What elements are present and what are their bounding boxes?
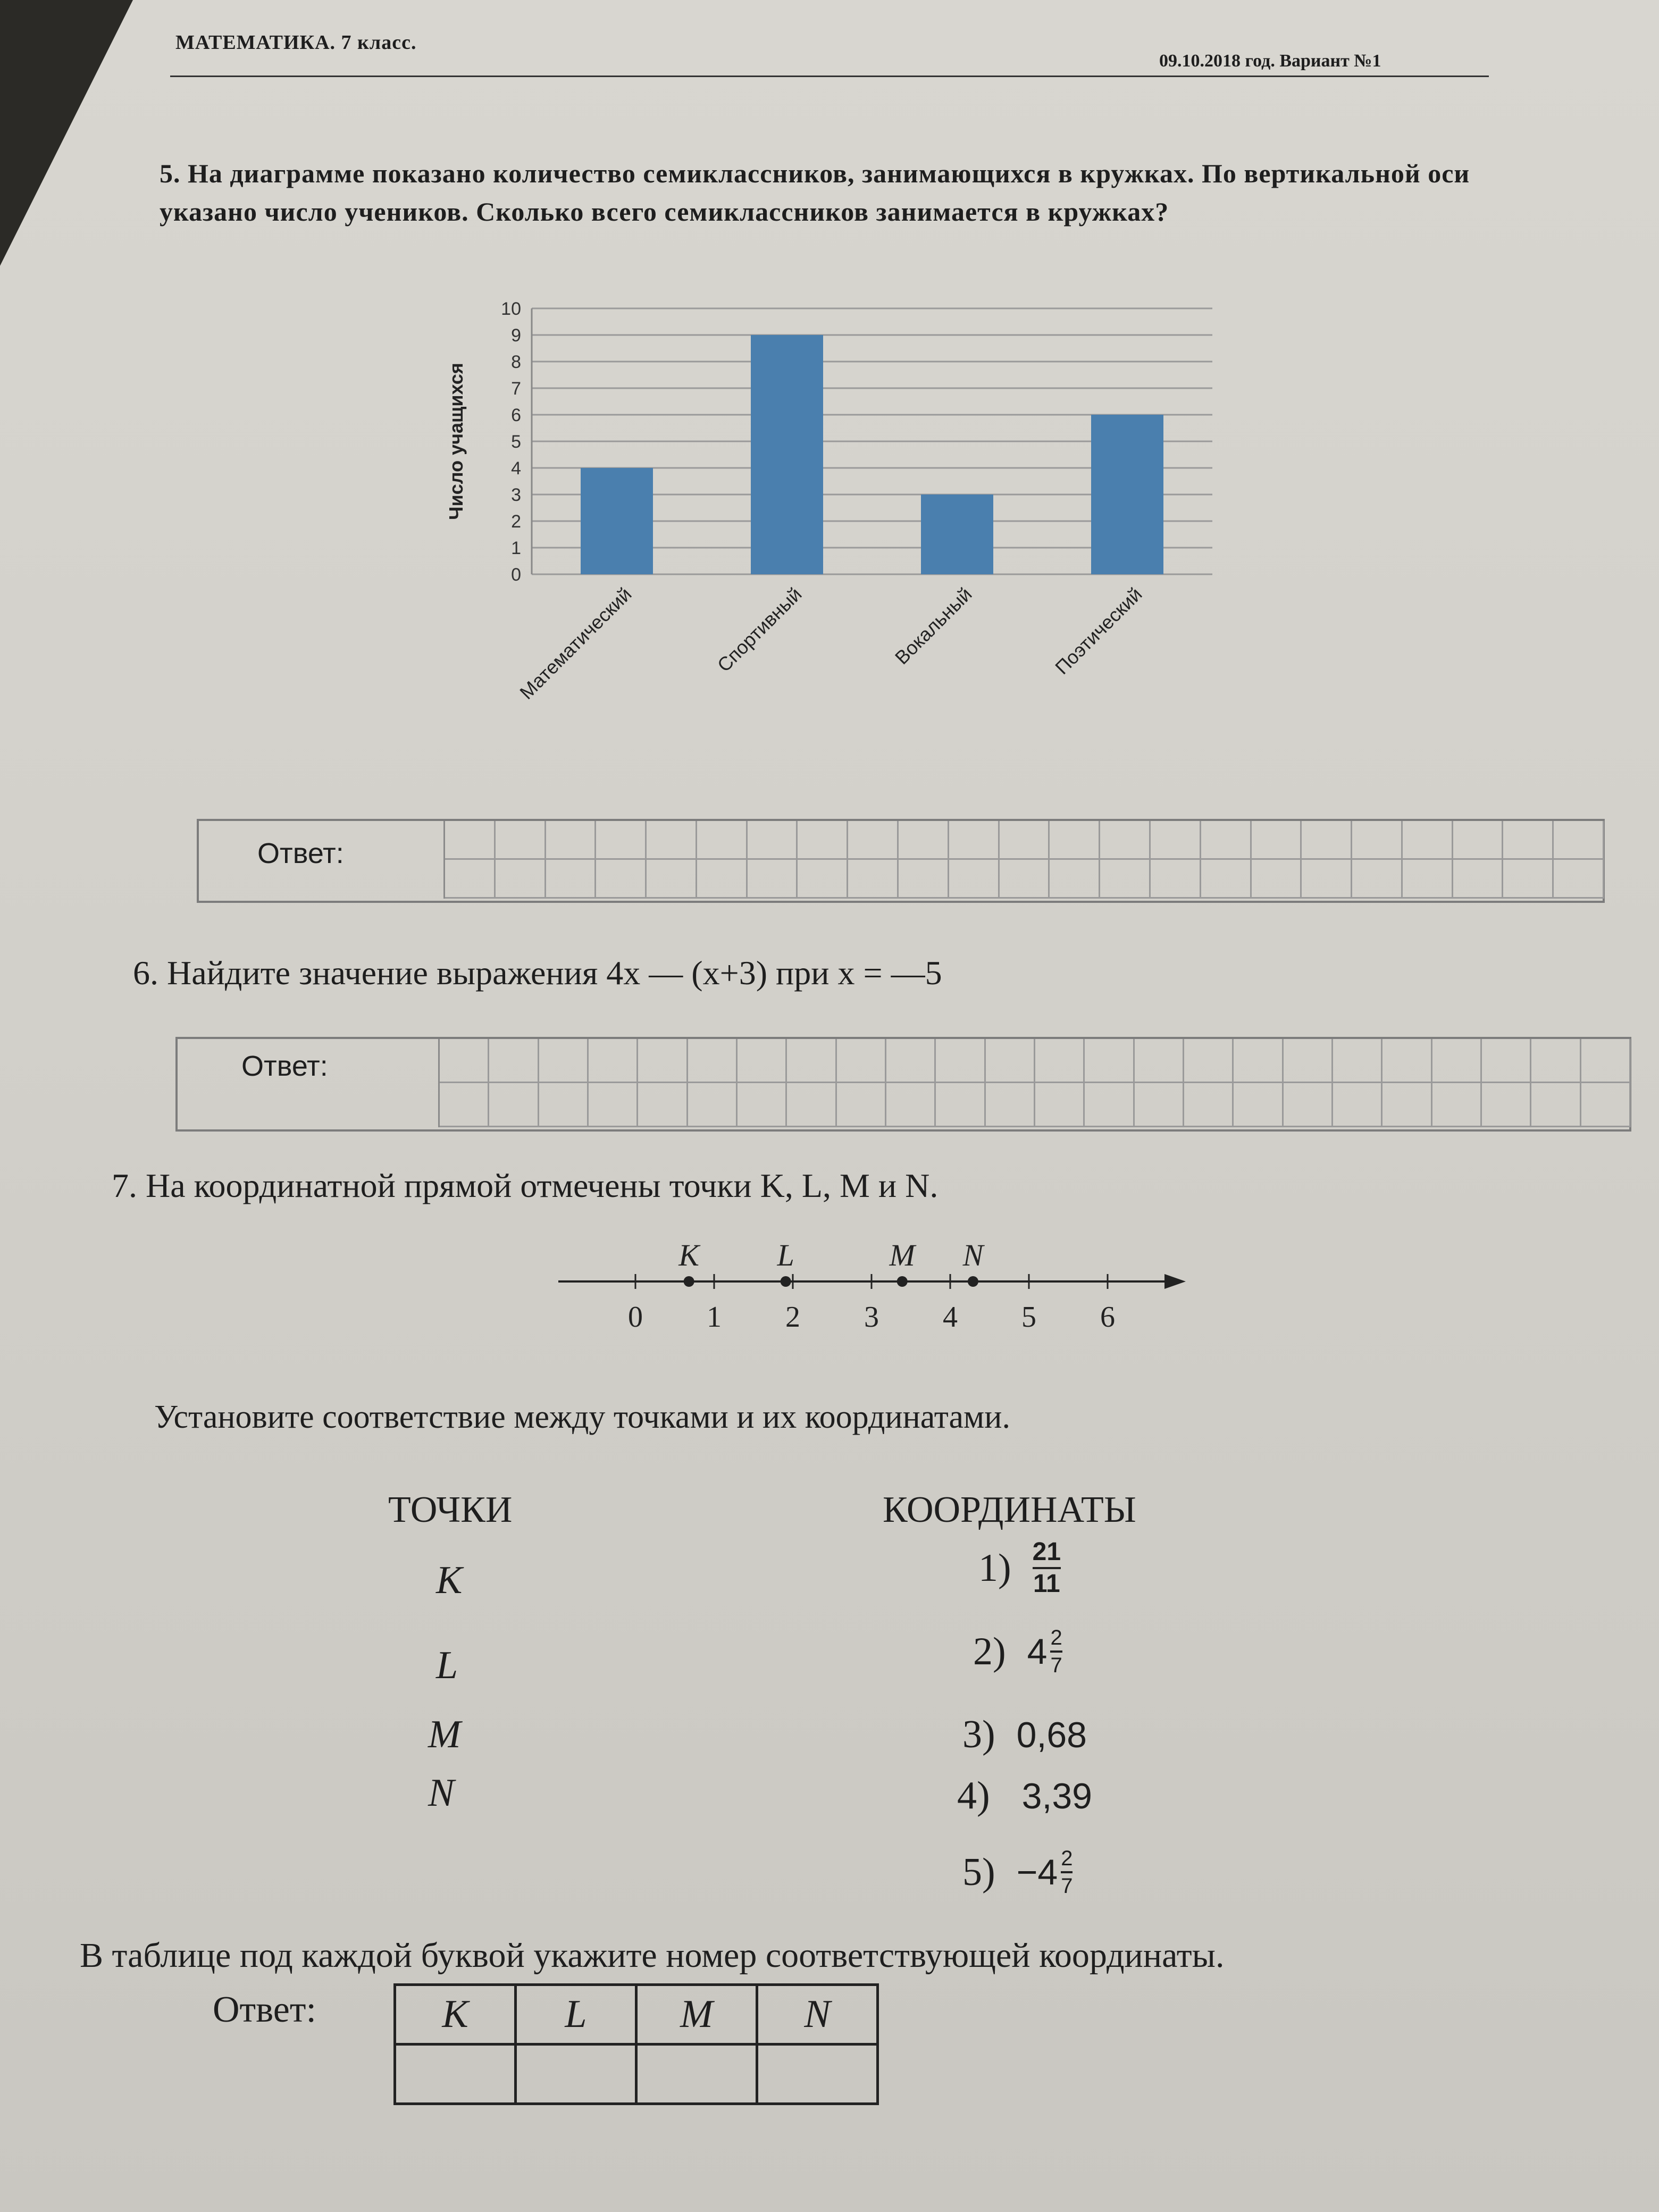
answer-table-letter: L <box>516 1985 636 2045</box>
answer-grid-cell[interactable] <box>748 821 798 860</box>
tick-label: 0 <box>628 1301 643 1334</box>
point-marker <box>968 1276 978 1287</box>
answer-grid-cell[interactable] <box>936 1039 985 1083</box>
answer-table-letter: M <box>636 1985 757 2045</box>
answer-grid-cell[interactable] <box>1252 860 1302 899</box>
answer-grid-cell[interactable] <box>1554 821 1604 860</box>
answer-grid-cell[interactable] <box>848 860 899 899</box>
answer-cell-n[interactable] <box>757 2045 878 2104</box>
y-tick-label: 9 <box>511 325 521 346</box>
point-label: N <box>962 1238 984 1272</box>
mixed-whole: 4 <box>1027 1631 1048 1672</box>
answer-grid-cell[interactable] <box>1284 1039 1333 1083</box>
y-tick-label: 7 <box>511 379 521 399</box>
answer-grid-cell[interactable] <box>1403 860 1453 899</box>
point-label: K <box>678 1238 699 1272</box>
answer-grid-cell[interactable] <box>440 1039 489 1083</box>
answer-grid-cell[interactable] <box>886 1039 936 1083</box>
header-date-variant: 09.10.2018 год. Вариант №1 <box>1159 51 1381 71</box>
y-tick-label: 2 <box>511 512 521 532</box>
answer-grid-cell[interactable] <box>986 1039 1035 1083</box>
fraction <box>1033 1539 1061 1597</box>
answer-grid-cell[interactable] <box>1382 1083 1432 1127</box>
bar <box>1091 415 1163 574</box>
answer-grid-cell[interactable] <box>1482 1083 1531 1127</box>
answer-grid-cell[interactable] <box>596 821 647 860</box>
answer-grid-cell[interactable] <box>1432 1039 1482 1083</box>
bar <box>581 468 653 574</box>
answer-grid-cell[interactable] <box>496 860 546 899</box>
answer-grid-cell[interactable] <box>1554 860 1604 899</box>
y-tick-label: 0 <box>511 565 521 585</box>
answer-grid-cell[interactable] <box>787 1083 836 1127</box>
answer-grid-cell[interactable] <box>688 1083 738 1127</box>
answer-grid-cell[interactable] <box>697 860 748 899</box>
answer-grid-cell[interactable] <box>1333 1039 1382 1083</box>
point-label: L <box>777 1238 794 1272</box>
answer-grid-cell[interactable] <box>1201 860 1252 899</box>
x-category-label: Поэтический <box>1051 583 1146 679</box>
header-divider <box>170 76 1489 77</box>
coord-number: 3) <box>962 1713 995 1756</box>
table-instruction: В таблице под каждой буквой укажите номер соответствующей координаты. <box>80 1936 1225 1975</box>
x-category-label: Спортивный <box>713 583 806 676</box>
answer-grid-cell[interactable] <box>1302 860 1352 899</box>
answer-grid-cell[interactable] <box>1531 1039 1581 1083</box>
x-category-label: Вокальный <box>890 583 976 669</box>
q5-answer-label: Ответ: <box>257 837 344 869</box>
q5-answer-grid[interactable] <box>443 821 1604 899</box>
q5-answer-box <box>197 819 1605 903</box>
answer-grid-cell[interactable] <box>986 1083 1035 1127</box>
coord-value: 0,68 <box>1016 1714 1087 1755</box>
points-header: ТОЧКИ <box>388 1489 513 1530</box>
tick-label: 6 <box>1100 1301 1115 1334</box>
y-tick-label: 5 <box>511 432 521 452</box>
coord-option-1 <box>978 1539 1061 1597</box>
coord-value: 3,39 <box>1021 1775 1093 1816</box>
coords-header: КООРДИНАТЫ <box>883 1489 1136 1530</box>
fraction-denominator: 7 <box>1061 1874 1073 1898</box>
answer-grid-cell[interactable] <box>489 1083 539 1127</box>
answer-grid-cell[interactable] <box>1184 1083 1234 1127</box>
answer-grid-cell[interactable] <box>1100 860 1151 899</box>
answer-grid-cell[interactable] <box>638 1039 688 1083</box>
q6-answer-box <box>175 1037 1631 1132</box>
coord-option-5 <box>962 1848 1073 1897</box>
answer-grid-cell[interactable] <box>1085 1083 1134 1127</box>
answer-grid-cell[interactable] <box>1581 1083 1631 1127</box>
question-7-text: 7. На координатной прямой отмечены точки K, L, M и N. <box>112 1167 939 1204</box>
y-axis-label: Число учащихся <box>445 363 467 520</box>
coord-number: 2) <box>973 1629 1006 1673</box>
fraction-bar <box>1061 1871 1073 1873</box>
answer-grid-cell[interactable] <box>1234 1039 1283 1083</box>
answer-grid-cell[interactable] <box>899 860 949 899</box>
answer-grid-cell[interactable] <box>1453 860 1504 899</box>
bar <box>921 495 993 574</box>
answer-grid-cell[interactable] <box>1503 821 1554 860</box>
coord-option-3 <box>962 1712 1087 1757</box>
answer-grid-cell[interactable] <box>697 821 748 860</box>
point-letter: K <box>436 1559 463 1602</box>
answer-table-input-row <box>395 2045 878 2104</box>
answer-grid-cell[interactable] <box>1403 821 1453 860</box>
answer-table-header-row <box>395 1985 878 2045</box>
answer-grid-cell[interactable] <box>738 1039 787 1083</box>
answer-grid-cell[interactable] <box>1252 821 1302 860</box>
bar <box>751 335 823 574</box>
answer-grid-cell[interactable] <box>848 821 899 860</box>
point-marker <box>781 1276 791 1287</box>
answer-grid-cell[interactable] <box>949 860 1000 899</box>
answer-grid-cell[interactable] <box>1050 821 1100 860</box>
axis-arrow <box>1164 1274 1186 1289</box>
answer-grid-cell[interactable] <box>1284 1083 1333 1127</box>
answer-grid-cell[interactable] <box>1085 1039 1134 1083</box>
answer-cell-m[interactable] <box>636 2045 757 2104</box>
point-marker <box>897 1276 908 1287</box>
answer-grid-cell[interactable] <box>1302 821 1352 860</box>
bar-chart <box>415 287 1244 766</box>
fraction <box>1061 1848 1073 1897</box>
y-tick-label: 3 <box>511 485 521 505</box>
answer-grid-cell[interactable] <box>1201 821 1252 860</box>
answer-grid-cell[interactable] <box>837 1039 886 1083</box>
answer-grid-cell[interactable] <box>647 821 697 860</box>
answer-grid-cell[interactable] <box>1135 1083 1184 1127</box>
y-tick-label: 6 <box>511 405 521 425</box>
fraction-bar <box>1050 1650 1062 1653</box>
answer-grid-cell[interactable] <box>1382 1039 1432 1083</box>
answer-grid-cell[interactable] <box>1184 1039 1234 1083</box>
fraction-numerator: 21 <box>1032 1538 1061 1566</box>
fraction-numerator: 2 <box>1061 1847 1073 1870</box>
tick-label: 1 <box>707 1301 722 1334</box>
point-letter: N <box>428 1771 455 1815</box>
answer-grid-cell[interactable] <box>496 821 546 860</box>
y-tick-label: 8 <box>511 352 521 372</box>
answer-cell-l[interactable] <box>516 2045 636 2104</box>
answer-grid-cell[interactable] <box>1151 860 1201 899</box>
answer-grid-cell[interactable] <box>1453 821 1504 860</box>
answer-grid-cell[interactable] <box>1503 860 1554 899</box>
answer-grid-cell[interactable] <box>738 1083 787 1127</box>
answer-grid-cell[interactable] <box>798 821 848 860</box>
answer-cell-k[interactable] <box>395 2045 516 2104</box>
answer-grid-cell[interactable] <box>1100 821 1151 860</box>
mixed-whole: −4 <box>1016 1852 1058 1892</box>
answer-grid-cell[interactable] <box>1352 860 1403 899</box>
coord-number: 4) <box>957 1774 990 1817</box>
tick-label: 3 <box>864 1301 879 1334</box>
answer-grid-cell[interactable] <box>596 860 647 899</box>
answer-grid-cell[interactable] <box>539 1083 589 1127</box>
answer-grid-cell[interactable] <box>1035 1039 1085 1083</box>
answer-table-letter: N <box>757 1985 878 2045</box>
fraction-denominator: 7 <box>1050 1654 1062 1677</box>
coord-option-4 <box>957 1773 1092 1819</box>
answer-grid-cell[interactable] <box>539 1039 589 1083</box>
answer-grid-cell[interactable] <box>886 1083 936 1127</box>
answer-grid-cell[interactable] <box>1135 1039 1184 1083</box>
answer-grid-cell[interactable] <box>1333 1083 1382 1127</box>
answer-grid-cell[interactable] <box>1531 1083 1581 1127</box>
tick-label: 2 <box>785 1301 800 1334</box>
q6-answer-label: Ответ: <box>241 1050 328 1082</box>
y-tick-label: 1 <box>511 538 521 558</box>
answer-grid-cell[interactable] <box>445 860 496 899</box>
point-marker <box>684 1276 694 1287</box>
answer-grid-cell[interactable] <box>589 1083 638 1127</box>
answer-grid-cell[interactable] <box>936 1083 985 1127</box>
answer-grid-cell[interactable] <box>489 1039 539 1083</box>
answer-grid-cell[interactable] <box>748 860 798 899</box>
fraction-numerator: 2 <box>1050 1626 1062 1649</box>
answer-grid-cell[interactable] <box>546 860 597 899</box>
answer-grid-cell[interactable] <box>440 1083 489 1127</box>
answer-grid-cell[interactable] <box>1000 860 1050 899</box>
coord-number: 5) <box>962 1850 995 1894</box>
answer-grid-cell[interactable] <box>1035 1083 1085 1127</box>
tick-label: 5 <box>1021 1301 1036 1334</box>
y-tick-label: 10 <box>501 299 521 319</box>
matching-instruction: Установите соответствие между точками и их координатами. <box>154 1399 1010 1435</box>
point-letter: M <box>428 1713 461 1756</box>
answer-grid-cell[interactable] <box>1432 1083 1482 1127</box>
answer-grid-cell[interactable] <box>1151 821 1201 860</box>
header-subject: МАТЕМАТИКА. 7 класс. <box>175 31 417 54</box>
answer-grid-cell[interactable] <box>445 821 496 860</box>
q6-answer-grid[interactable] <box>438 1039 1631 1127</box>
answer-grid-cell[interactable] <box>949 821 1000 860</box>
answer-grid-cell[interactable] <box>1050 860 1100 899</box>
answer-table-letter: K <box>395 1985 516 2045</box>
answer-grid-cell[interactable] <box>1352 821 1403 860</box>
q7-answer-label: Ответ: <box>213 1989 316 2030</box>
answer-grid-cell[interactable] <box>638 1083 688 1127</box>
answer-grid-cell[interactable] <box>787 1039 836 1083</box>
answer-grid-cell[interactable] <box>1000 821 1050 860</box>
fraction-bar <box>1033 1567 1061 1569</box>
question-6-text: 6. Найдите значение выражения 4x — (x+3) при x = —5 <box>133 954 942 992</box>
coord-option-2 <box>973 1627 1062 1676</box>
fraction <box>1050 1627 1062 1676</box>
x-category-label: Математический <box>515 583 636 703</box>
answer-grid-cell[interactable] <box>647 860 697 899</box>
y-tick-label: 4 <box>511 458 521 479</box>
answer-grid-cell[interactable] <box>589 1039 638 1083</box>
answer-grid-cell[interactable] <box>688 1039 738 1083</box>
q7-answer-table <box>393 1983 879 2105</box>
answer-grid-cell[interactable] <box>1234 1083 1283 1127</box>
fraction-denominator: 11 <box>1033 1570 1060 1598</box>
tick-label: 4 <box>943 1301 958 1334</box>
question-5-text: 5. На диаграмме показано количество семиклассников, занимающихся в кружках. По вертикальной оси указано число учеников. Сколько всего семиклассников занимается в кружках? <box>160 158 1470 227</box>
number-line <box>553 1223 1191 1351</box>
answer-grid-cell[interactable] <box>798 860 848 899</box>
answer-grid-cell[interactable] <box>1581 1039 1631 1083</box>
point-letter: L <box>436 1644 458 1687</box>
answer-grid-cell[interactable] <box>1482 1039 1531 1083</box>
answer-grid-cell[interactable] <box>546 821 597 860</box>
point-label: M <box>889 1238 915 1272</box>
coord-number: 1) <box>978 1546 1011 1590</box>
answer-grid-cell[interactable] <box>837 1083 886 1127</box>
answer-grid-cell[interactable] <box>899 821 949 860</box>
